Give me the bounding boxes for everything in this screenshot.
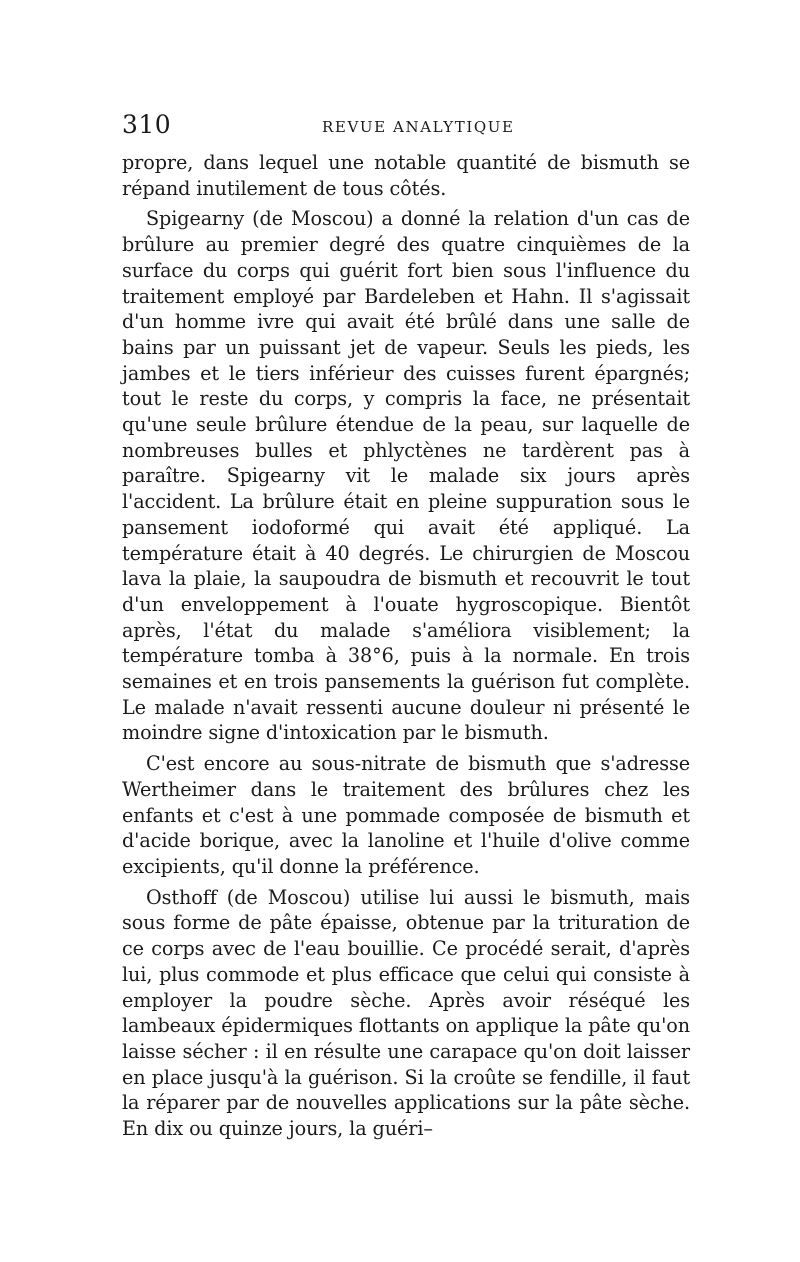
body-text [122,150,690,1147]
page-header [122,110,688,146]
paragraph-wertheimer: C'est encore au sous-nitrate de bismuth que s'adresse Wertheimer dans le traitement des brûlures chez les enfants et c'est à une pommade composée de bismuth et d'acide borique, avec la lanoline et l'huile d'olive comme excipients, qu'il donne la préférence. [122,752,690,878]
paragraph-spigearny: Spigearny (de Moscou) a donné la relation d'un cas de brûlure au premier degré des quatre cinquièmes de la surface du corps qui guérit fort bien sous l'influence du traitement employé par Bardeleben et Hahn. Il s'agissait d'un homme ivre qui avait été brûlé dans une salle de bains par un puissant jet de vapeur. Seuls les pieds, les jambes et le tiers inférieur des cuisses furent épargnés; tout le reste du corps, y compris la face, ne présentait qu'une seule brûlure étendue de la peau, sur laquelle de nombreuses bulles et phlyctènes ne tardèrent pas à paraître. Spigearny vit le malade six jours après l'accident. La brûlure était en pleine suppuration sous le pansement iodoformé qui avait été appliqué. La température était à 40 degrés. Le chirurgien de Moscou lava la plaie, la saupoudra de bismuth et recouvrit le tout d'un enveloppement à l'ouate hygroscopique. Bientôt après, l'état du malade s'améliora visiblement; la température tomba à 38°6, puis à la normale. En trois semaines et en trois pansements la guérison fut complète. Le malade n'avait ressenti aucune douleur ni présenté le moindre signe d'intoxication par le bismuth. [122,207,690,745]
running-title: REVUE ANALYTIQUE [322,118,515,136]
paragraph-continuation: propre, dans lequel une notable quantité de bismuth se répand inutilement de tous côtés. [122,151,690,200]
paragraph-osthoff: Osthoff (de Moscou) utilise lui aussi le bismuth, mais sous forme de pâte épaisse, obtenue par la trituration de ce corps avec de l'eau bouillie. Ce procédé serait, d'après lui, plus commode et plus efficace que celui qui consiste à employer la poudre sèche. Après avoir réséqué les lambeaux épidermiques flottants on applique la pâte qu'on laisse sécher : il en résulte une carapace qu'on doit laisser en place jusqu'à la guérison. Si la croûte se fendille, il faut la réparer par de nouvelles applications sur la pâte sèche. En dix ou quinze jours, la guéri– [122,885,690,1141]
page-number: 310 [122,110,172,139]
